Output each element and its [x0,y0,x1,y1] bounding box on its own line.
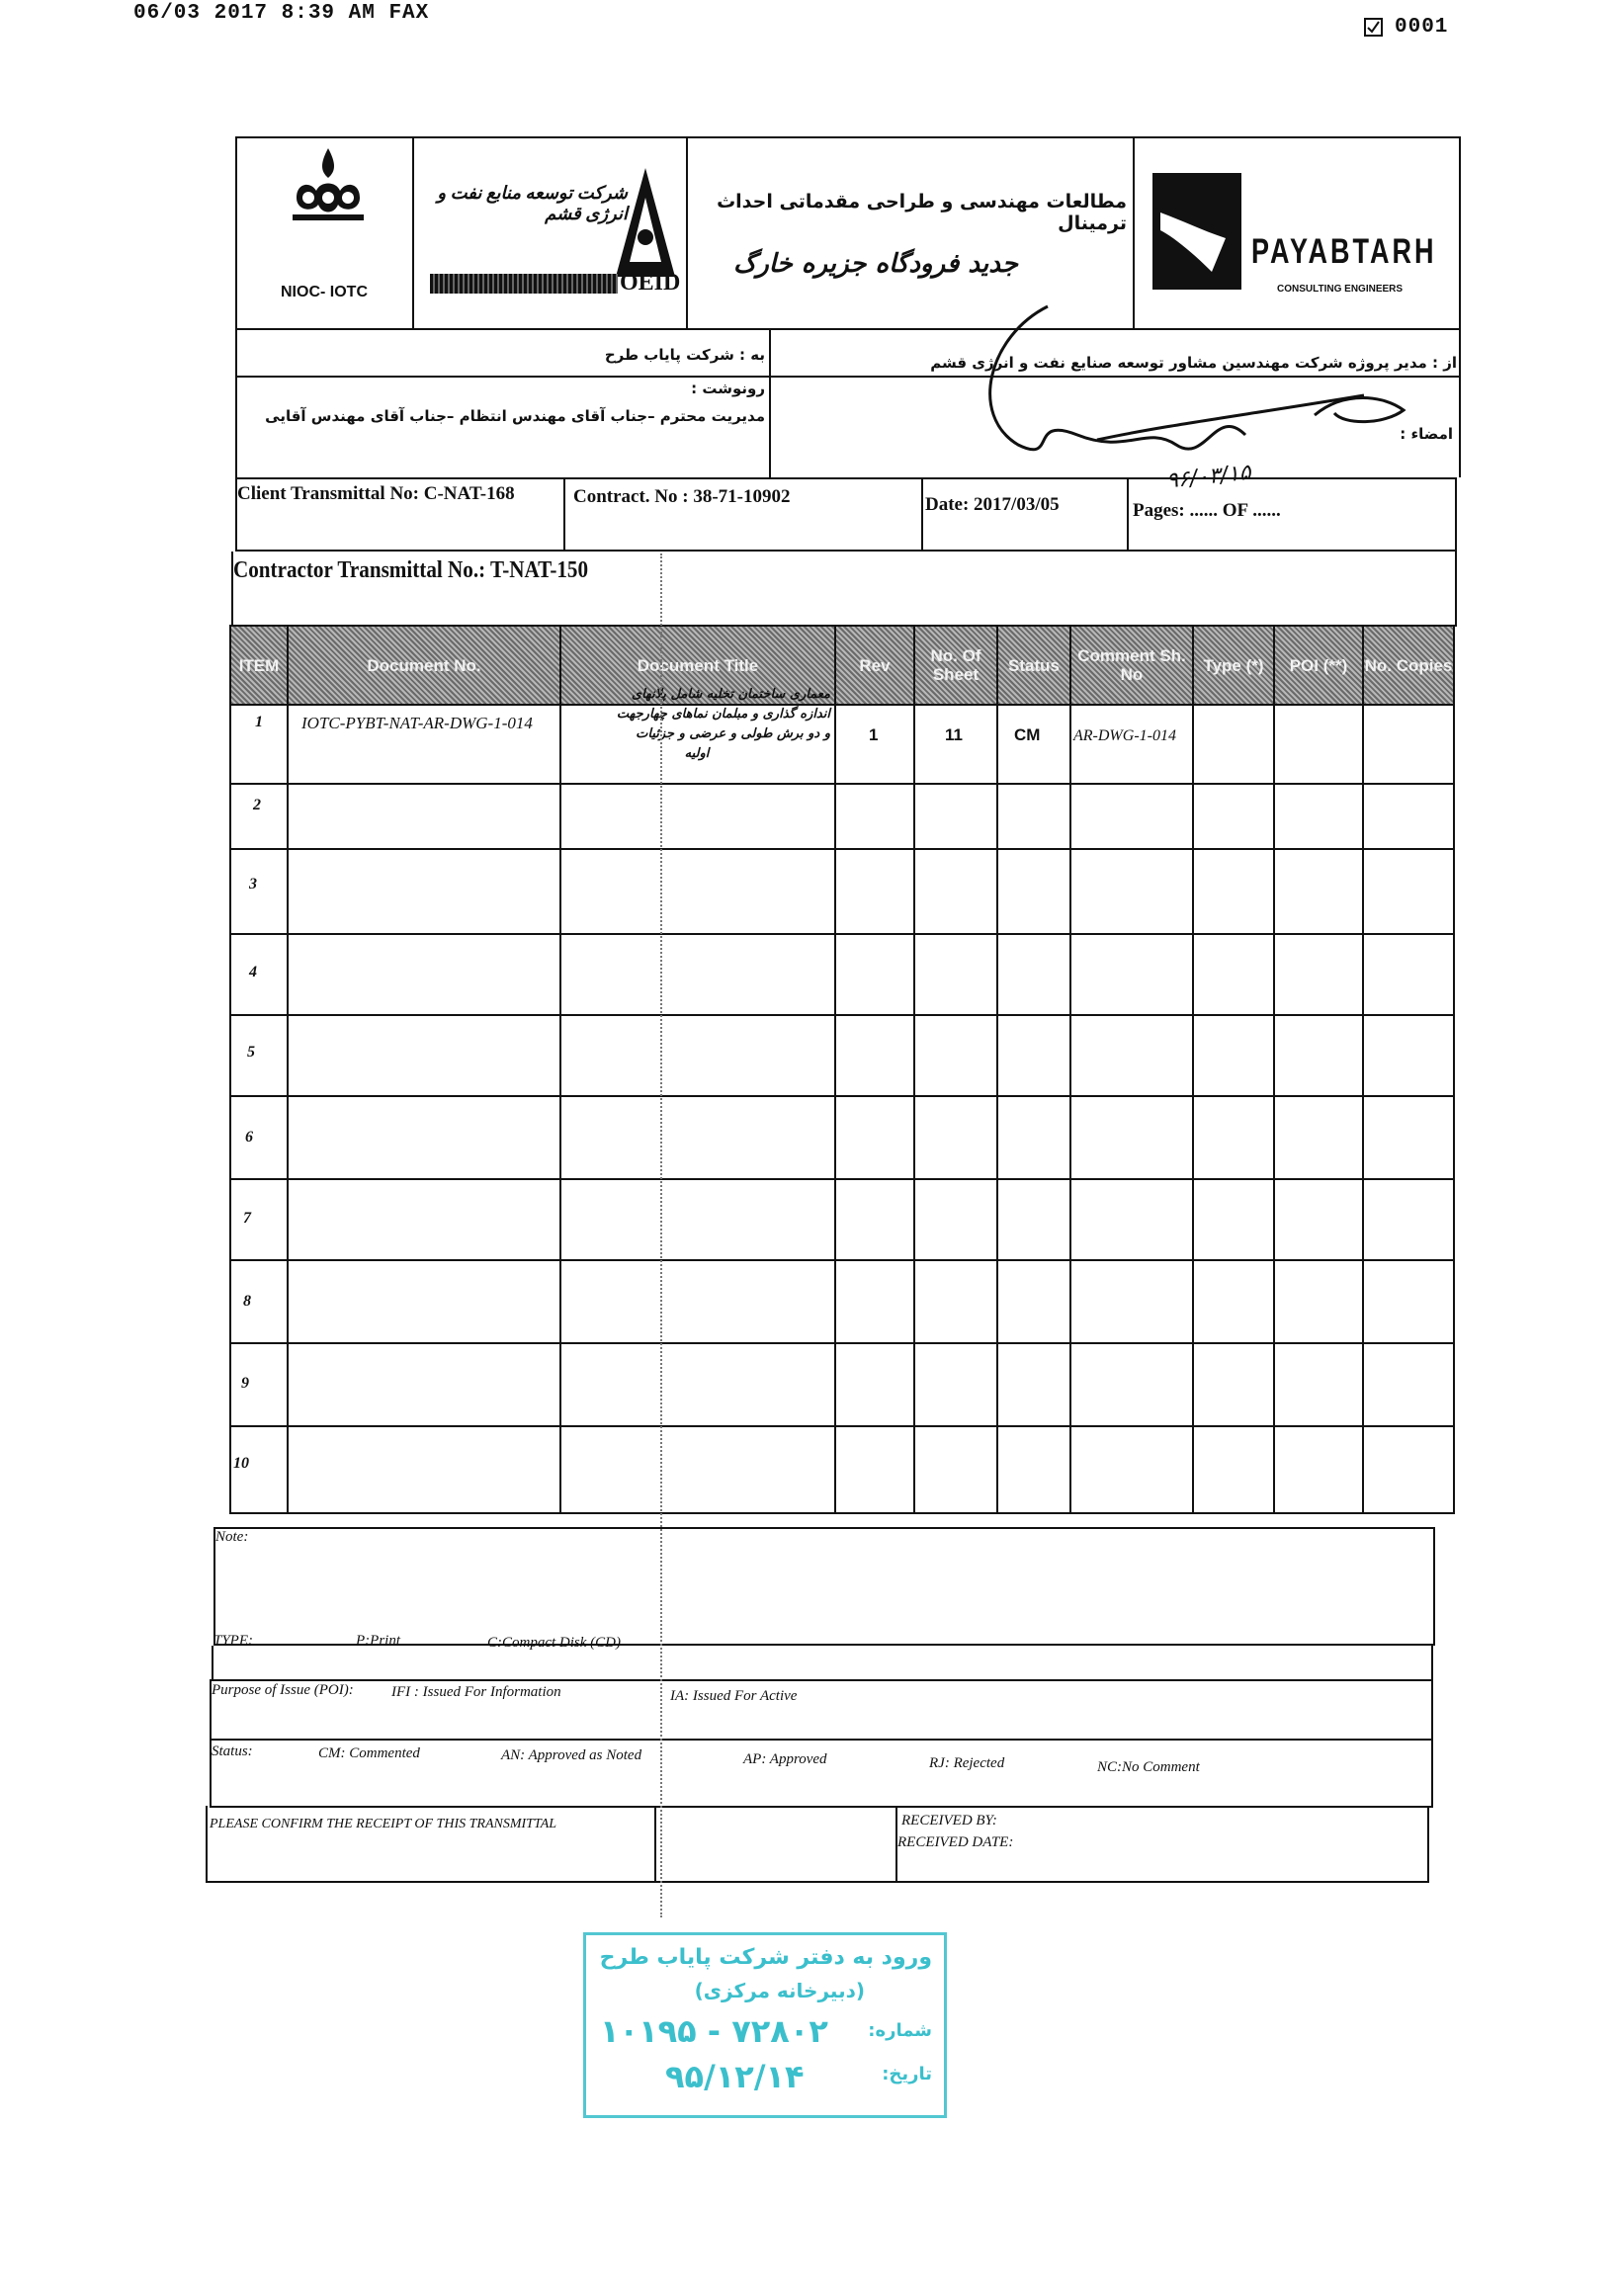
signature-label: امضاء : [1400,425,1453,443]
oeid-persian-text: شرکت توسعه منابع نفت و انرژی قشم [437,183,628,223]
fax-page-id: 0001 [1395,16,1449,39]
header-no-of-sheet: No. Of Sheet [915,627,998,704]
project-title-line2: جدید فرودگاه جزیره خارگ [732,249,1018,279]
row-number: 1 [255,714,263,730]
header-type: Type (*) [1194,627,1275,704]
stamp-date-label: تاریخ: [882,2064,932,2084]
client-transmittal-no: Client Transmittal No: C-NAT-168 [237,483,515,504]
payabtarh-emblem-icon [1152,173,1241,290]
header-item: ITEM [231,627,289,704]
status-approved-as-noted: AN: Approved as Noted [501,1747,642,1763]
document-table [229,625,1455,1514]
note-label: Note: [215,1529,249,1545]
oeid-emblem-icon [616,168,675,277]
confirm-receipt-text: PLEASE CONFIRM THE RECEIPT OF THIS TRANSMITTAL [210,1817,557,1831]
stamp-date-value: ۹۵/۱۲/۱۴ [665,2058,805,2095]
scan-artifact-line [660,553,662,1917]
header-no-copies: No. Copies [1364,627,1453,704]
status-approved: AP: Approved [743,1751,827,1767]
oeid-logo-text: OEID [620,270,681,296]
from-field: از : مدیر پروژه شرکت مهندسین مشاور توسعه صنایع نفت و انرژی قشم [930,354,1457,372]
row-number: 2 [253,797,261,813]
row-number: 4 [249,964,257,980]
type-row [212,1646,1433,1681]
cc-text: مدیریت محترم –جناب آقای مهندس انتظام –جناب آقای مهندس آقایی [265,407,765,425]
row1-status: CM [1014,725,1041,744]
to-field: به : شرکت پایاب طرح [604,346,765,364]
transmittal-date: Date: 2017/03/05 [925,494,1060,515]
stamp-number-label: شماره: [868,2020,932,2041]
poi-ia: IA: Issued For Active [670,1688,798,1704]
row-number: 8 [243,1293,251,1310]
stamp-line2: (دبیرخانه مرکزی) [694,1979,865,2002]
contract-no: Contract. No : 38-71-10902 [573,486,791,507]
type-cd: C:Compact Disk (CD) [487,1635,621,1651]
nioc-logo [279,143,378,232]
row-number: 5 [247,1044,255,1061]
note-box [213,1527,1435,1646]
receipt-stamp [583,1932,947,2118]
header-document-title: Document Title [561,627,836,704]
status-rejected: RJ: Rejected [929,1755,1005,1771]
stamp-line1: ورود به دفتر شرکت پایاب طرح [599,1945,932,1970]
row-number: 10 [233,1455,249,1472]
payabtarh-logo-text: PAYABTARH [1251,232,1437,271]
pages-field: Pages: ...... OF ...... [1133,500,1281,521]
contractor-transmittal-no: Contractor Transmittal No.: T-NAT-150 [233,557,589,583]
received-by-label: RECEIVED BY: [901,1813,997,1828]
handwritten-date: ۹۶/۰۳/۱۵ [1164,460,1252,494]
header-comment-sh-no: Comment Sh. No [1071,627,1194,704]
row-number: 9 [241,1375,249,1392]
nioc-logo-text: NIOC- IOTC [281,284,368,300]
header-poi: POI (**) [1275,627,1364,704]
handwritten-signature [949,297,1423,494]
fax-timestamp: 06/03 2017 8:39 AM FAX [133,2,430,25]
poi-label: Purpose of Issue (POI): [212,1682,354,1698]
row1-comment-sh-no: AR-DWG-1-014 [1073,727,1176,744]
project-title-line1: مطالعات مهندسی و طراحی مقدماتی احداث ترمینال [717,191,1127,234]
status-label: Status: [212,1743,253,1759]
row-number: 6 [245,1129,253,1146]
payabtarh-logo [1152,173,1449,301]
header-rev: Rev [836,627,915,704]
status-commented: CM: Commented [318,1745,420,1761]
row1-rev: 1 [869,725,879,744]
row-number: 7 [243,1210,251,1227]
row1-document-title: معماری ساختمان تخلیه شامل پلانهای اندازه گذاری و مبلمان نماهای چهارجهت و دو برش طولی و عرضی و جزئیات اولیه [616,687,830,761]
checkbox-icon [1364,18,1383,37]
header-document-no: Document No. [289,627,561,704]
stamp-number-value: ۱۰۱۹۵ - ۷۲۸۰۲ [600,2012,828,2050]
fax-page-indicator [1364,16,1448,39]
oeid-logo [430,143,681,311]
type-label: TYPE: [213,1633,254,1649]
row1-document-no: IOTC-PYBT-NAT-AR-DWG-1-014 [301,714,533,732]
type-print: P:Print [356,1633,400,1649]
payabtarh-subtext: CONSULTING ENGINEERS [1277,284,1404,295]
received-date-label: RECEIVED DATE: [897,1834,1014,1850]
row1-sheets: 11 [945,725,963,744]
status-no-comment: NC:No Comment [1097,1759,1200,1775]
row-number: 3 [249,876,257,893]
poi-ifi: IFI : Issued For Information [391,1684,561,1700]
cc-label: رونوشت : [691,380,765,397]
header-status: Status [998,627,1071,704]
